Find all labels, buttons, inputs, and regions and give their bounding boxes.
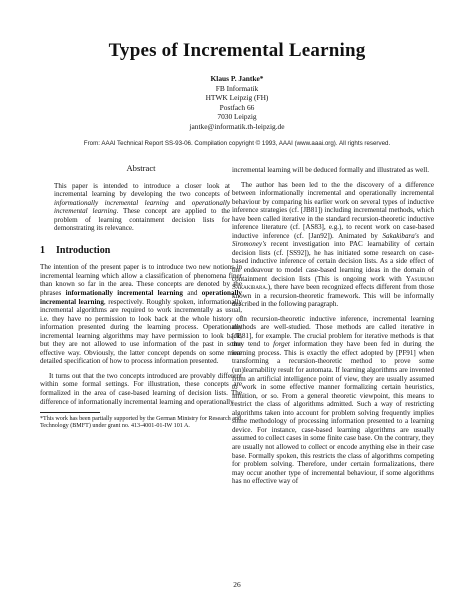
abstract-term-informational: informationally incremental learning [54, 198, 169, 207]
footnote-rule [40, 412, 100, 413]
body-text: and [419, 231, 434, 240]
emphasis-forget: forget [273, 340, 290, 349]
abstract-part: This paper is intended to introduce a closer look at incremental learning by developing the two concepts of [54, 181, 230, 199]
body-text: The author has been led to the the discovery of a difference between informationally incremental and operationally incremental behaviour by comparing his earlier work on several types of inductive inference strategies (cf. [JB81]) including incremental methods, which have been called iterative in the standard recursion-theoretic inductive inference literature (cf. [AS83], e.g.), to recent work on case-based inductive inference (cf. [Jan92]). Animated by [232, 180, 434, 240]
intro-text: The intention of the present paper is to introduce two new notions in incremental learning which allow a classification of phenomena finer than known so far in the area. These concepts are denoted by the phrases [40, 263, 242, 298]
section-number: 1 [40, 244, 45, 256]
section-title: Introduction [56, 244, 111, 256]
source-line: From: AAAI Technical Report SS-93-06. Compilation copyright © 1993, AAAI (www.aaai.org). All rights reserved. [83, 140, 391, 147]
right-paragraph-0: incremental learning will be deduced formally and illustrated as well. [232, 166, 429, 174]
abstract-part: . These concept are applied to the problem of learning containment decision lists for demonstrating its relevance. [54, 207, 230, 233]
intro-text: , respectively. Roughly spoken, informationally incremental algorithms are required to work incrementally as usual, i.e. they have no permission to look back at the whole history of information presented during the learning process. Operationally incremental learning algorithms may have permission to look back, but they are not allowed to use information of the past in some effective way. Obviously, the latter concept depends on some more detailed specification of how to process information presented. [40, 297, 242, 366]
author-institution: HTWK Leipzig (FH) [205, 93, 269, 103]
introduction-heading [40, 244, 242, 256]
author-city: 7030 Leipzig [217, 112, 257, 122]
author-postfach: Postfach 66 [219, 102, 255, 112]
intro-text: and [182, 289, 202, 298]
body-text: information they have been fed in during the learning process. This is exactly the effect adopted by [PF91] when transforming a recursion-theoretic method to prove some (un)learnability result for automata. If learning algorithms are invented from an artificial intelligence point of view, they are usually assumed to work in some effective manner formalizing certain heuristics, intuition, or so. From a general theoretic viewpoint, this means to restrict the class of algorithms admitted. Such a way of restricting algorithms taken into account for problem solving frequently implies some methodology of processing information presented to a learning device. For instance, case-based learning algorithms are usually assumed to collect cases in some finite case base. On the contrary, they are usually not allowed to collect or encode anything else in their case base. Formally spoken, this restricts the class of algorithms competing for problem solving. Therefore, under certain formalizations, there may occur another type of incremental behaviour, if some algorithms has no effective way of [232, 340, 435, 486]
collaborator-name: Yasubumi Sakakibara [232, 274, 434, 292]
intro-term-informational: informationally incremental learning [65, 289, 183, 298]
author-name: Klaus P. Jantke* [210, 74, 264, 83]
left-column [40, 164, 242, 431]
body-text: In recursion-theoretic inductive inference, incremental learning methods are well-studied. Those methods are called iterative in [JB81], for example. The crucial problem for iterative methods is that they tend to [232, 314, 434, 349]
footnote: *This work has been partially supported by the German Ministry for Research and Technology (BMFT) under grant no. 413-4001-01-IW 101 A. [40, 416, 242, 430]
author-block [0, 74, 474, 132]
right-column [232, 166, 434, 492]
right-paragraph-2 [232, 315, 434, 486]
abstract-text [40, 182, 242, 233]
author-email: jantke@informatik.th-leipzig.de [189, 121, 285, 131]
abstract-heading: Abstract [126, 163, 156, 173]
abstract-term-operational: operationally incremental learning [54, 198, 230, 216]
paper-title: Types of Incremental Learning [108, 40, 366, 61]
abstract-part: and [168, 198, 192, 207]
intro-term-operational: operationally incremental learning [40, 289, 242, 306]
intro-paragraph-2: It turns out that the two concepts introduced are provably different within some formal settings. For illustration, these concepts are formalized in the area of case-based learning of decision lists. The difference of informationally incremental learning and operationally [40, 371, 242, 406]
body-text: .), there have been recognized effects different from those known in a recursion-theoretic framework. This will be informally described in the following paragraph. [232, 283, 434, 309]
intro-paragraph-1 [40, 263, 242, 366]
author-ref-sakakibara: Sakakibara's [382, 231, 420, 240]
page-number: 26 [233, 580, 241, 589]
author-dept: FB Informatik [215, 83, 259, 93]
body-text: recent investigation into PAC learnability of certain decision lists (cf. [SS92]), he has initiated some research on case-based inductive inference of certain decision lists. As a side effect of the endeavour to model case-based learning ideas in the domain of containment decision lists (This is ongoing work with [232, 240, 434, 283]
author-ref-siromoney: Siromoney's [232, 240, 267, 249]
right-paragraph-1 [232, 181, 434, 309]
